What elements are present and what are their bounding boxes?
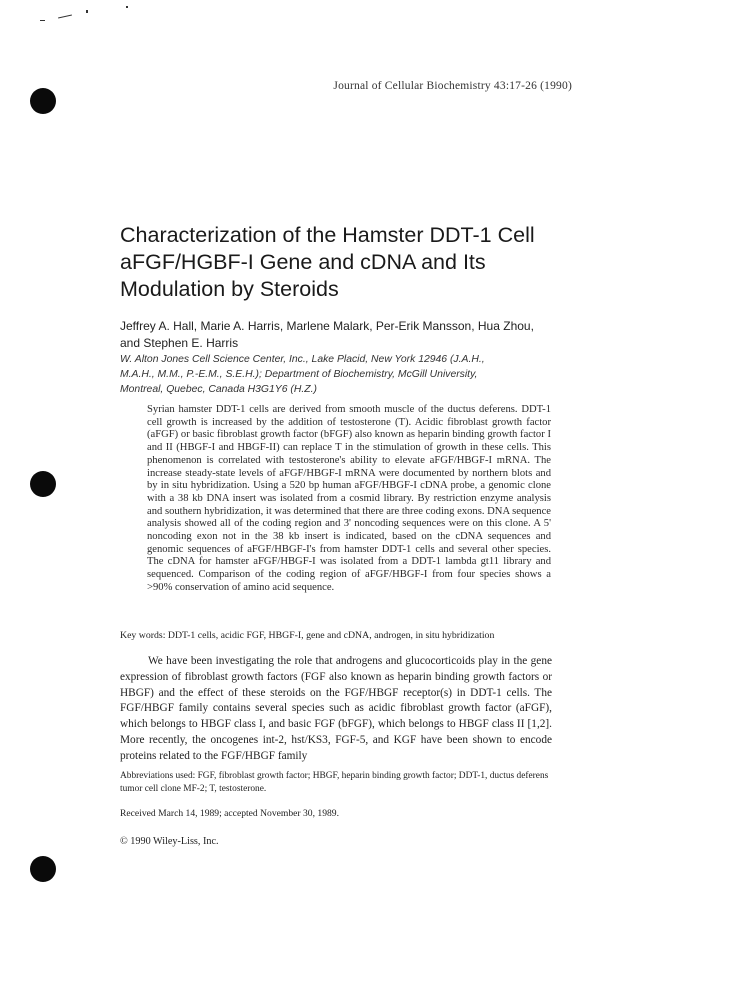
abbreviations-footnote: Abbreviations used: FGF, fibroblast growth factor; HBGF, heparin binding growth factor; DDT-1, ductus deferens tumor cell clone MF-2; T, testosterone. [120,771,549,794]
abstract: Syrian hamster DDT-1 cells are derived from smooth muscle of the ductus deferens. DDT-1 cell growth is increased by the addition of testosterone (T). Acidic fibroblast growth factor (aFGF) or basic fibroblast growth factor (bFGF) also known as heparin binding growth factor I and II (HBGF-I and HBGF-II) can replace T in the stimulation of growth in these cells. This phenomenon is correlated with testosterone's ability to elevate aFGF/HBGF-I mRNA. The increase steady-state levels of aFGF/HBGF-I mRNA were documented by northern blots and by in situ hybridization. Using a 520 bp human aFGF/HBGF-I cDNA probe, a genomic clone with a 38 kb DNA insert was isolated from a cosmid library. By restriction enzyme analysis and southern hybridization, it was determined that there are three coding exons. DNA sequence analysis showed all of the coding region and 3' noncoding sequences were on this clone. A 5' noncoding exon not in the 38 kb insert is indicated, based on the cDNA sequences and genomic sequences of aFGF/HBGF-I's from hamster DDT-1 cells and several other species. The cDNA for hamster aFGF/HBGF-I was isolated from a DDT-1 lambda gt11 library and sequenced. Comparison of the coding region of aFGF/HBGF-I from four species shows a >90% conservation of amino acid sequence. [147,404,551,593]
binder-hole-middle [30,471,56,497]
keywords-line [120,630,560,641]
scan-speck [40,20,45,21]
scan-speck [86,10,88,13]
binder-hole-bottom [30,856,56,882]
binder-hole-top [30,88,56,114]
affiliation: W. Alton Jones Cell Science Center, Inc., Lake Placid, New York 12946 (J.A.H., M.A.H., M.M., P.-E.M., S.E.H.); Department of Biochemistry, McGill University, Montreal, Quebec, Canada H3G1Y6 (H.Z.) [120,354,485,395]
author-list: Jeffrey A. Hall, Marie A. Harris, Marlene Malark, Per-Erik Mansson, Hua Zhou, and Stephen E. Harris [120,319,534,350]
keywords-label: Key words: [120,630,166,641]
paper-title: Characterization of the Hamster DDT-1 Cell aFGF/HGBF-I Gene and cDNA and Its Modulation by Steroids [120,223,535,301]
scan-speck [126,6,128,8]
copyright-notice: © 1990 Wiley-Liss, Inc. [120,836,219,847]
keywords-text: DDT-1 cells, acidic FGF, HBGF-I, gene and cDNA, androgen, in situ hybridization [167,630,495,641]
journal-header: Journal of Cellular Biochemistry 43:17-26 (1990) [333,80,572,92]
intro-paragraph: We have been investigating the role that androgens and glucocorticoids play in the gene expression of fibroblast growth factors (FGF also known as heparin binding growth factors or HBGF) and the effect of these steroids on the FGF/HBGF receptor(s) in DDT-1 cells. The FGF/HBGF family contains several species such as acidic fibroblast growth factor (aFGF), which belongs to HBGF class I, and basic FGF (bFGF), which belongs to HBGF class II [1,2]. More recently, the oncogenes int-2, hst/KS3, FGF-5, and KGF have been shown to encode proteins related to the FGF/HBGF family [120,655,552,762]
received-date: Received March 14, 1989; accepted November 30, 1989. [120,808,339,819]
scan-speck [58,15,72,19]
